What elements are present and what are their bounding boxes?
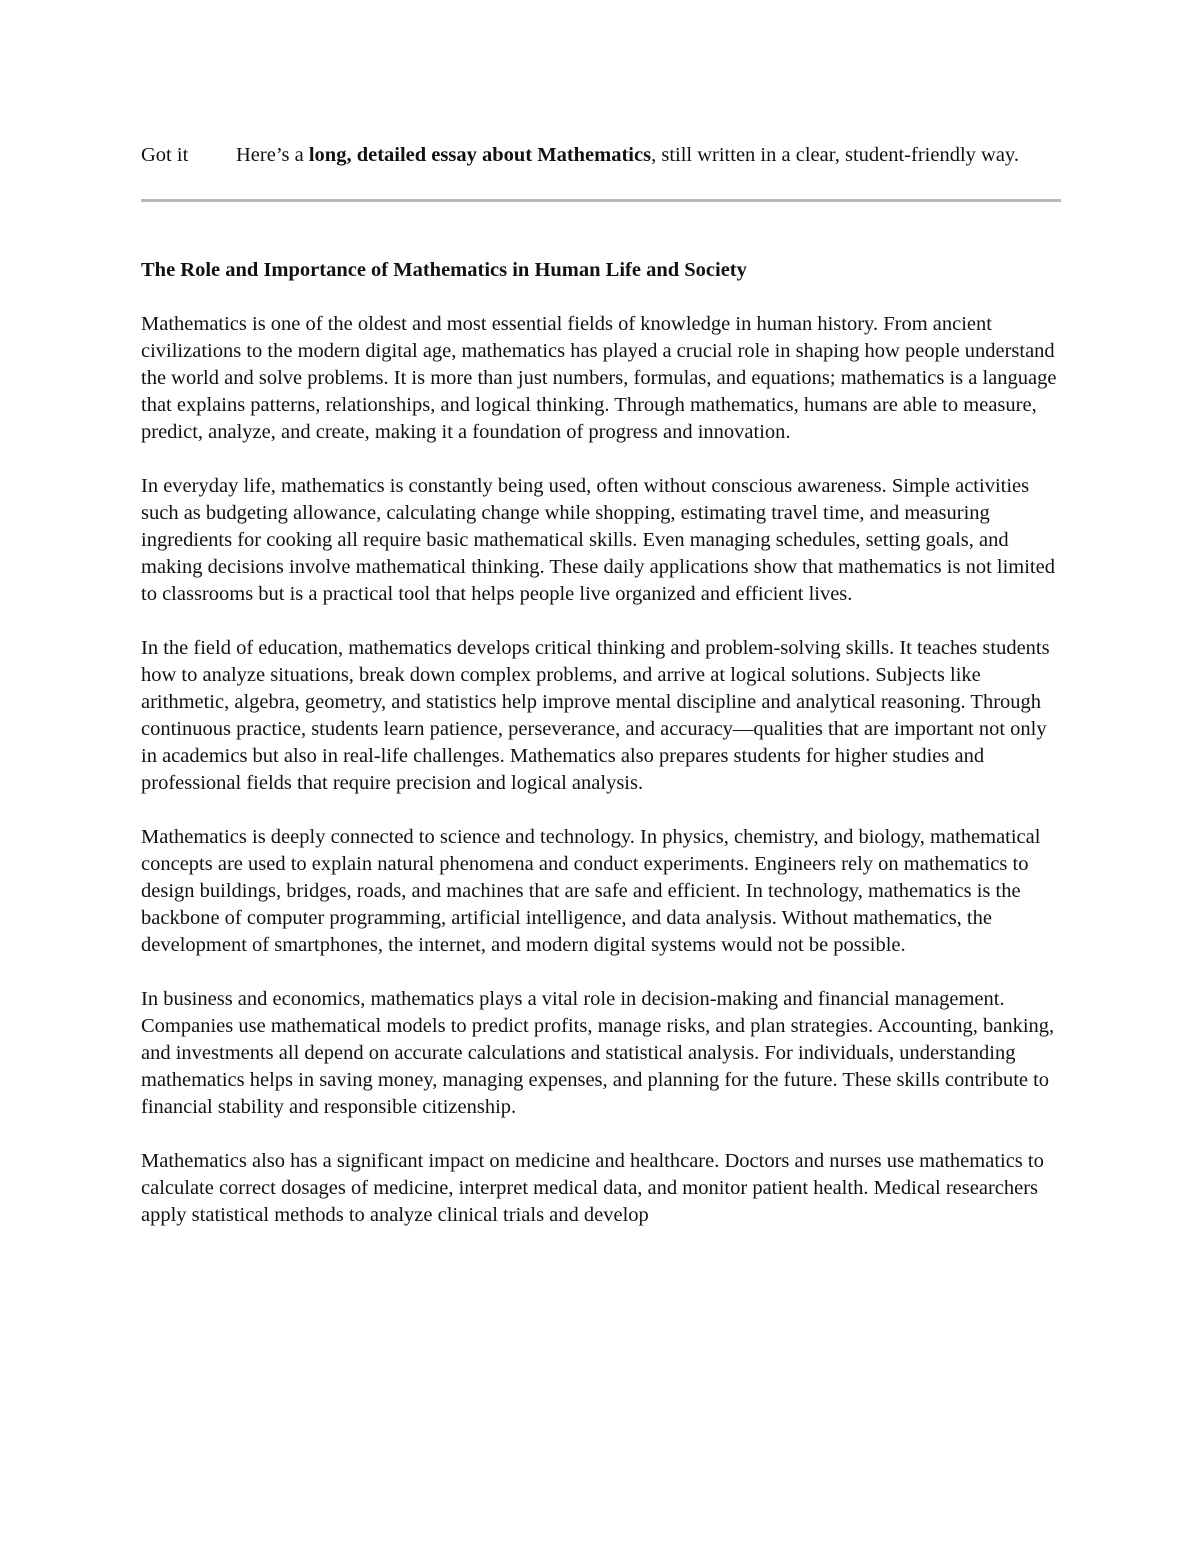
document-page: [141, 142, 1061, 1229]
essay-paragraph-4: Mathematics is deeply connected to science and technology. In physics, chemistry, and biology, mathematical concepts are used to explain natural phenomena and conduct experiments. Engineers rely on mathematics to design buildings, bridges, roads, and machines that are safe and efficient. In technology, mathematics is the backbone of computer programming, artificial intelligence, and data analysis. Without mathematics, the development of smartphones, the internet, and modern digital systems would not be possible.: [141, 826, 1041, 956]
intro-text-start: Here’s a: [236, 144, 309, 166]
horizontal-rule: [141, 199, 1061, 202]
intro-text-end: , still written in a clear, student-friendly way.: [651, 144, 1019, 166]
essay-paragraph-3: In the field of education, mathematics develops critical thinking and problem-solving skills. It teaches students how to analyze situations, break down complex problems, and arrive at logical solutions. Subjects like arithmetic, algebra, geometry, and statistics help improve mental discipline and analytical reasoning. Through continuous practice, students learn patience, perseverance, and accuracy—qualities that are important not only in academics but also in real-life challenges. Mathematics also prepares students for higher studies and professional fields that require precision and logical analysis.: [141, 637, 1050, 794]
intro-lead: Got it: [141, 144, 189, 166]
essay-title: The Role and Importance of Mathematics in Human Life and Society: [141, 259, 747, 281]
essay-paragraph-5: In business and economics, mathematics plays a vital role in decision-making and financial management. Companies use mathematical models to predict profits, manage risks, and plan strategies. Accounting, banking, and investments all depend on accurate calculations and statistical analysis. For individuals, understanding mathematics helps in saving money, managing expenses, and planning for the future. These skills contribute to financial stability and responsible citizenship.: [141, 988, 1055, 1118]
intro-line: [141, 142, 1061, 169]
intro-emphasis: long, detailed essay about Mathematics: [308, 144, 652, 166]
essay-paragraph-6: Mathematics also has a significant impact on medicine and healthcare. Doctors and nurses use mathematics to calculate correct dosages of medicine, interpret medical data, and monitor patient health. Medical researchers apply statistical methods to analyze clinical trials and develop: [141, 1150, 1044, 1226]
essay-paragraph-1: Mathematics is one of the oldest and most essential fields of knowledge in human history. From ancient civilizations to the modern digital age, mathematics has played a crucial role in shaping how people understand the world and solve problems. It is more than just numbers, formulas, and equations; mathematics is a language that explains patterns, relationships, and logical thinking. Through mathematics, humans are able to measure, predict, analyze, and create, making it a foundation of progress and innovation.: [141, 313, 1057, 443]
essay-paragraph-2: In everyday life, mathematics is constantly being used, often without conscious awareness. Simple activities such as budgeting allowance, calculating change while shopping, estimating travel time, and measuring ingredients for cooking all require basic mathematical skills. Even managing schedules, setting goals, and making decisions involve mathematical thinking. These daily applications show that mathematics is not limited to classrooms but is a practical tool that helps people live organized and efficient lives.: [141, 475, 1055, 605]
